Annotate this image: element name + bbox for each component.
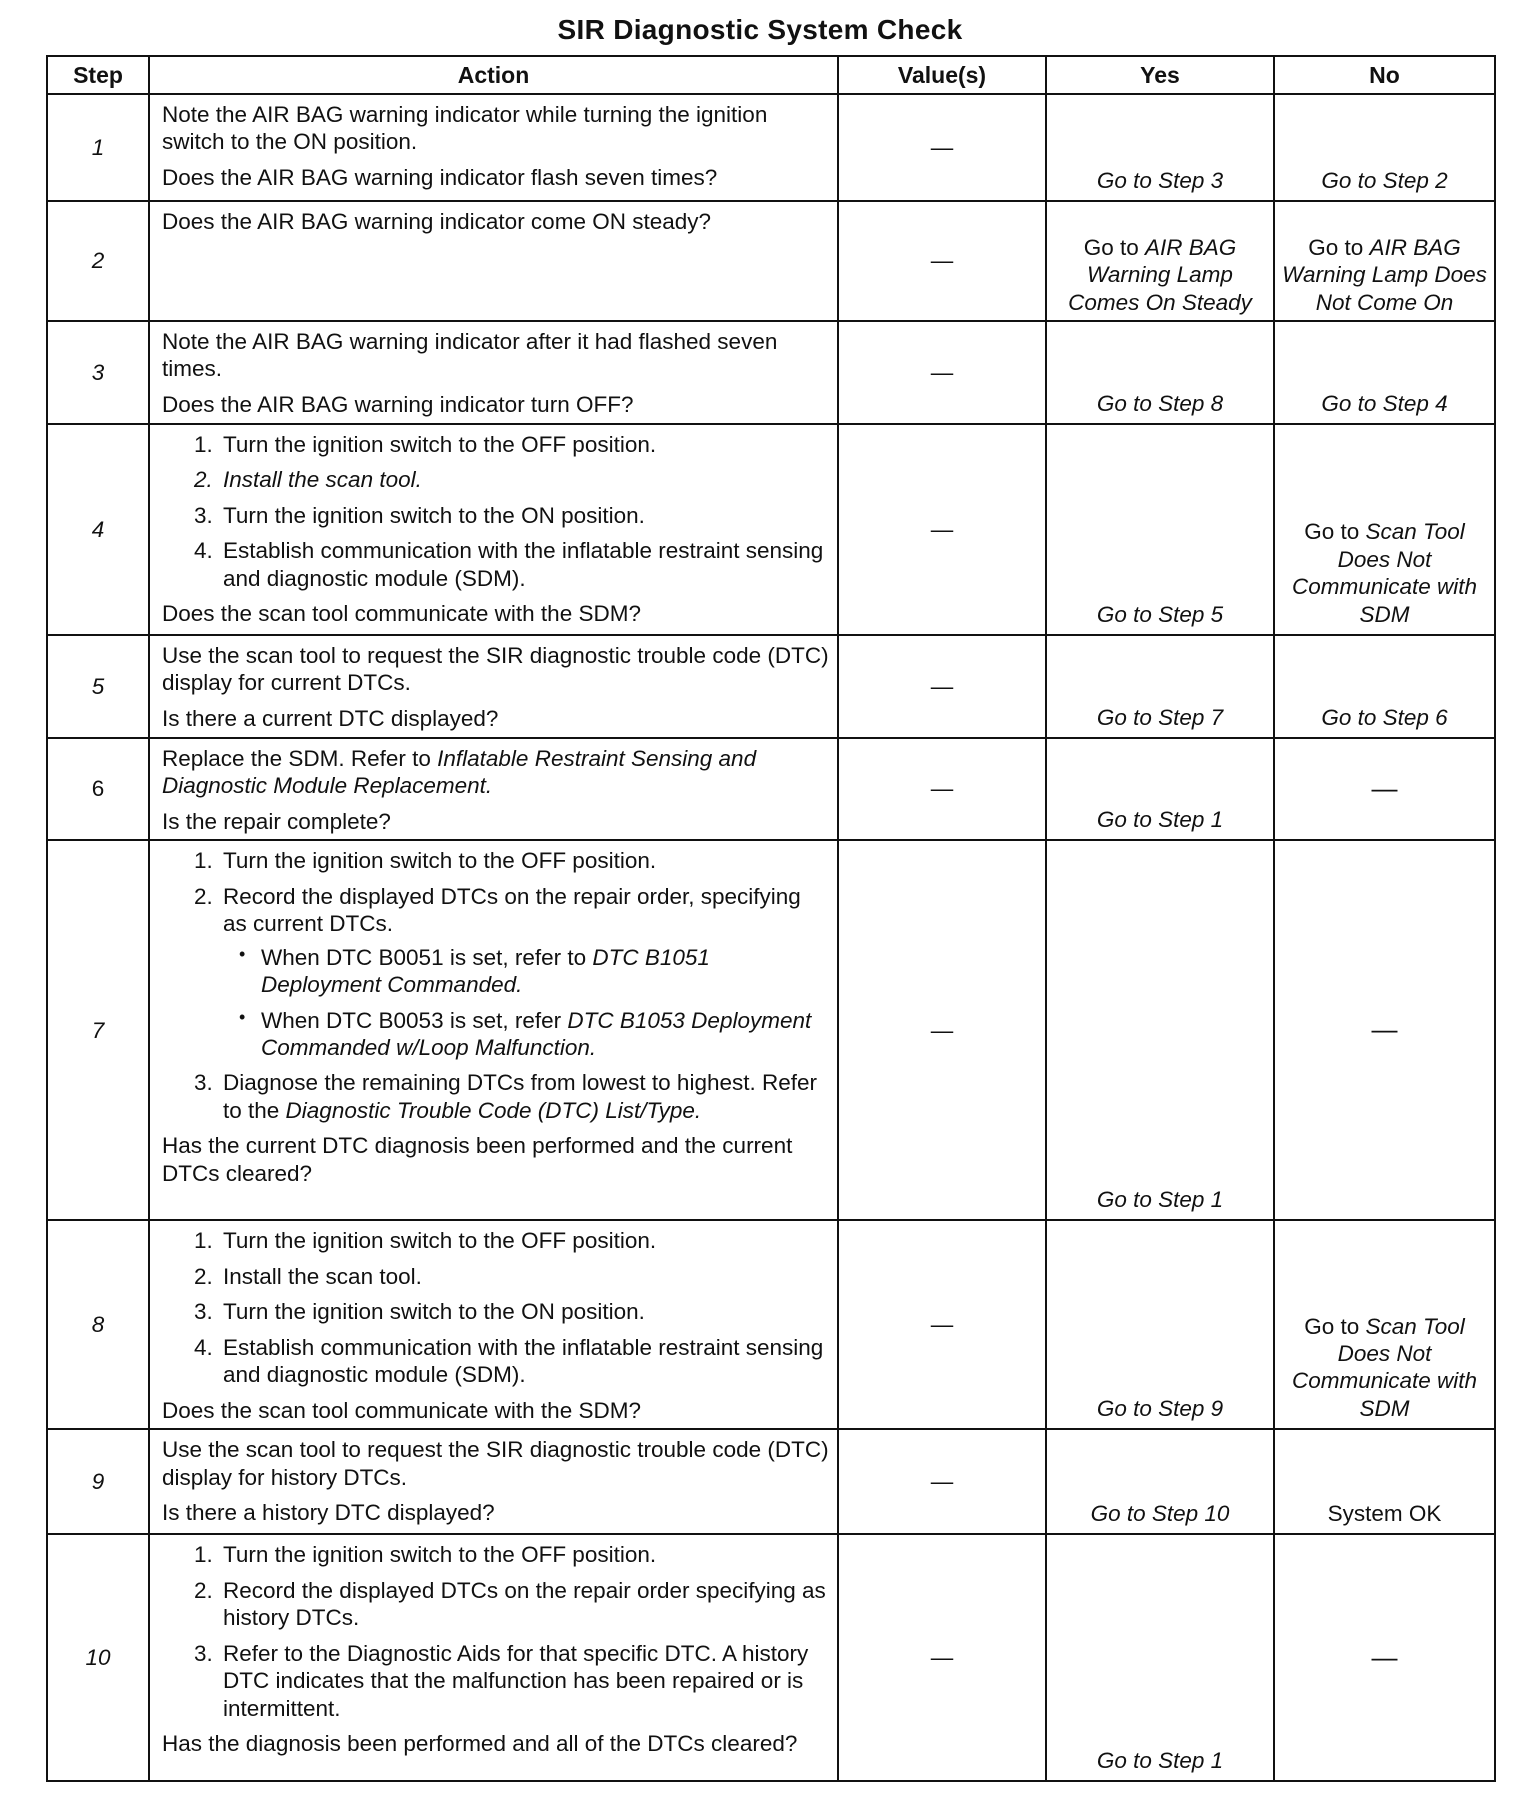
sub-list-item — [261, 1007, 829, 1062]
no-cell: System OK — [1274, 1429, 1495, 1534]
action-cell — [149, 738, 838, 840]
table-row — [47, 1220, 1495, 1429]
list-item: 2. Install the scan tool. — [219, 466, 829, 493]
list-item: 1. Turn the ignition switch to the OFF position. — [219, 847, 829, 874]
no-prefix: Go to — [1304, 1313, 1366, 1339]
sub-item-reference: DTC B1051 Deployment Commanded. — [261, 944, 710, 998]
header-no: No — [1274, 56, 1495, 94]
no-cell — [1274, 1220, 1495, 1429]
yes-cell: Go to Step 9 — [1046, 1220, 1274, 1429]
no-cell: — — [1274, 738, 1495, 840]
action-question: Is the repair complete? — [162, 808, 391, 834]
list-item: 2. Install the scan tool. — [219, 1263, 829, 1290]
table-row — [47, 1534, 1495, 1781]
action-cell — [149, 321, 838, 424]
table-row — [47, 840, 1495, 1220]
action-instruction: Use the scan tool to request the SIR diagnostic trouble code (DTC) display for current DTCs. — [162, 643, 829, 696]
action-instruction: Use the scan tool to request the SIR diagnostic trouble code (DTC) display for history DTCs. — [162, 1437, 829, 1490]
action-question: Has the current DTC diagnosis been performed and the current DTCs cleared? — [162, 1133, 793, 1186]
step-number: 9 — [47, 1429, 149, 1534]
list-item: 4. Establish communication with the inflatable restraint sensing and diagnostic module (SDM). — [219, 537, 829, 592]
yes-cell: Go to Step 1 — [1046, 1534, 1274, 1781]
value-cell: — — [838, 738, 1046, 840]
table-row — [47, 201, 1495, 321]
action-cell — [149, 424, 838, 635]
sub-list — [223, 944, 829, 1062]
no-prefix: Go to — [1308, 234, 1370, 260]
yes-prefix: Go to — [1083, 234, 1145, 260]
yes-cell: Go to Step 1 — [1046, 738, 1274, 840]
table-row — [47, 738, 1495, 840]
action-cell — [149, 635, 838, 738]
table-row — [47, 1429, 1495, 1534]
list-item: 2. Record the displayed DTCs on the repair order specifying as history DTCs. — [219, 1577, 829, 1632]
action-question: Does the AIR BAG warning indicator turn OFF? — [162, 391, 634, 417]
list-item — [219, 883, 829, 1062]
step-number: 6 — [47, 738, 149, 840]
step-number: 5 — [47, 635, 149, 738]
no-reference: Scan Tool Does Not Communicate with SDM — [1291, 1313, 1478, 1421]
no-cell: Go to Step 2 — [1274, 94, 1495, 201]
no-cell: Go to Step 6 — [1274, 635, 1495, 738]
yes-cell: Go to Step 7 — [1046, 635, 1274, 738]
action-cell — [149, 1220, 838, 1429]
table-row — [47, 321, 1495, 424]
header-step: Step — [47, 56, 149, 94]
step-number: 1 — [47, 94, 149, 201]
list-item-text: Record the displayed DTCs on the repair order, specifying as current DTCs. — [223, 883, 801, 937]
step-number: 10 — [47, 1534, 149, 1781]
header-row — [47, 56, 1495, 94]
value-cell: — — [838, 1534, 1046, 1781]
list-item: 4. Establish communication with the inflatable restraint sensing and diagnostic module (SDM). — [219, 1334, 829, 1389]
action-steps-list — [162, 847, 829, 1124]
instruction-prefix: Replace the SDM. Refer to — [162, 746, 438, 771]
step-number: 4 — [47, 424, 149, 635]
step-number: 7 — [47, 840, 149, 1220]
list-item: 1. Turn the ignition switch to the OFF position. — [219, 1227, 829, 1254]
action-question: Does the AIR BAG warning indicator come ON steady? — [162, 209, 712, 234]
action-question: Does the scan tool communicate with the SDM? — [162, 1397, 641, 1423]
no-cell — [1274, 424, 1495, 635]
yes-cell: Go to Step 8 — [1046, 321, 1274, 424]
header-action: Action — [149, 56, 838, 94]
value-cell: — — [838, 201, 1046, 321]
action-question: Is there a history DTC displayed? — [162, 1500, 495, 1526]
no-cell: — — [1274, 840, 1495, 1220]
list-item — [219, 1069, 829, 1124]
table-row — [47, 424, 1495, 635]
action-steps-list — [162, 1227, 829, 1388]
sub-item-reference: DTC B1053 Deployment Commanded w/Loop Malfunction. — [261, 1007, 812, 1060]
step-number: 2 — [47, 201, 149, 321]
yes-reference: AIR BAG Warning Lamp Comes On Steady — [1068, 234, 1252, 315]
action-question: Has the diagnosis been performed and all of the DTCs cleared? — [162, 1730, 798, 1756]
yes-cell: Go to Step 5 — [1046, 424, 1274, 635]
list-item: 1. Turn the ignition switch to the OFF position. — [219, 1541, 829, 1568]
action-cell — [149, 1534, 838, 1781]
action-instruction — [162, 745, 829, 800]
action-steps-list — [162, 1541, 829, 1722]
value-cell: — — [838, 424, 1046, 635]
value-cell: — — [838, 840, 1046, 1220]
step-number: 3 — [47, 321, 149, 424]
diagnostic-table — [46, 55, 1496, 1782]
value-cell: — — [838, 321, 1046, 424]
yes-cell: Go to Step 3 — [1046, 94, 1274, 201]
sub-item-prefix: When DTC B0053 is set, refer — [261, 1007, 568, 1033]
no-reference: Scan Tool Does Not Communicate with SDM — [1291, 519, 1478, 627]
action-instruction: Note the AIR BAG warning indicator while turning the ignition switch to the ON position. — [162, 102, 768, 155]
action-cell — [149, 840, 838, 1220]
no-cell — [1274, 201, 1495, 321]
action-cell — [149, 201, 838, 321]
sub-list-item — [261, 944, 829, 999]
yes-cell: Go to Step 1 — [1046, 840, 1274, 1220]
value-cell: — — [838, 94, 1046, 201]
value-cell: — — [838, 1429, 1046, 1534]
list-item-prefix: Diagnose the remaining DTCs from lowest to highest. Refer to the — [223, 1070, 818, 1123]
action-cell — [149, 1429, 838, 1534]
header-values: Value(s) — [838, 56, 1046, 94]
list-item-reference: Diagnostic Trouble Code (DTC) List/Type. — [285, 1097, 702, 1123]
list-item: 3. Refer to the Diagnostic Aids for that specific DTC. A history DTC indicates that the malfunction has been repaired or is intermittent. — [219, 1640, 829, 1722]
action-question: Does the scan tool communicate with the SDM? — [162, 601, 641, 627]
document-title: SIR Diagnostic System Check — [557, 14, 963, 45]
table-row — [47, 635, 1495, 738]
no-cell: — — [1274, 1534, 1495, 1781]
action-cell — [149, 94, 838, 201]
action-instruction: Note the AIR BAG warning indicator after it had flashed seven times. — [162, 329, 778, 382]
step-number: 8 — [47, 1220, 149, 1429]
instruction-reference: Inflatable Restraint Sensing and Diagnostic Module Replacement. — [162, 746, 757, 799]
list-item: 1. Turn the ignition switch to the OFF position. — [219, 431, 829, 458]
yes-cell: Go to Step 10 — [1046, 1429, 1274, 1534]
action-steps-list — [162, 431, 829, 592]
value-cell: — — [838, 1220, 1046, 1429]
no-cell: Go to Step 4 — [1274, 321, 1495, 424]
list-item: 3. Turn the ignition switch to the ON position. — [219, 1298, 829, 1325]
yes-cell — [1046, 201, 1274, 321]
action-question: Is there a current DTC displayed? — [162, 705, 499, 731]
header-yes: Yes — [1046, 56, 1274, 94]
table-row — [47, 94, 1495, 201]
list-item: 3. Turn the ignition switch to the ON position. — [219, 502, 829, 529]
value-cell: — — [838, 635, 1046, 738]
action-question: Does the AIR BAG warning indicator flash seven times? — [162, 164, 718, 190]
sub-item-prefix: When DTC B0051 is set, refer to — [261, 944, 593, 970]
no-reference: AIR BAG Warning Lamp Does Not Come On — [1282, 234, 1487, 315]
no-prefix: Go to — [1304, 519, 1366, 545]
